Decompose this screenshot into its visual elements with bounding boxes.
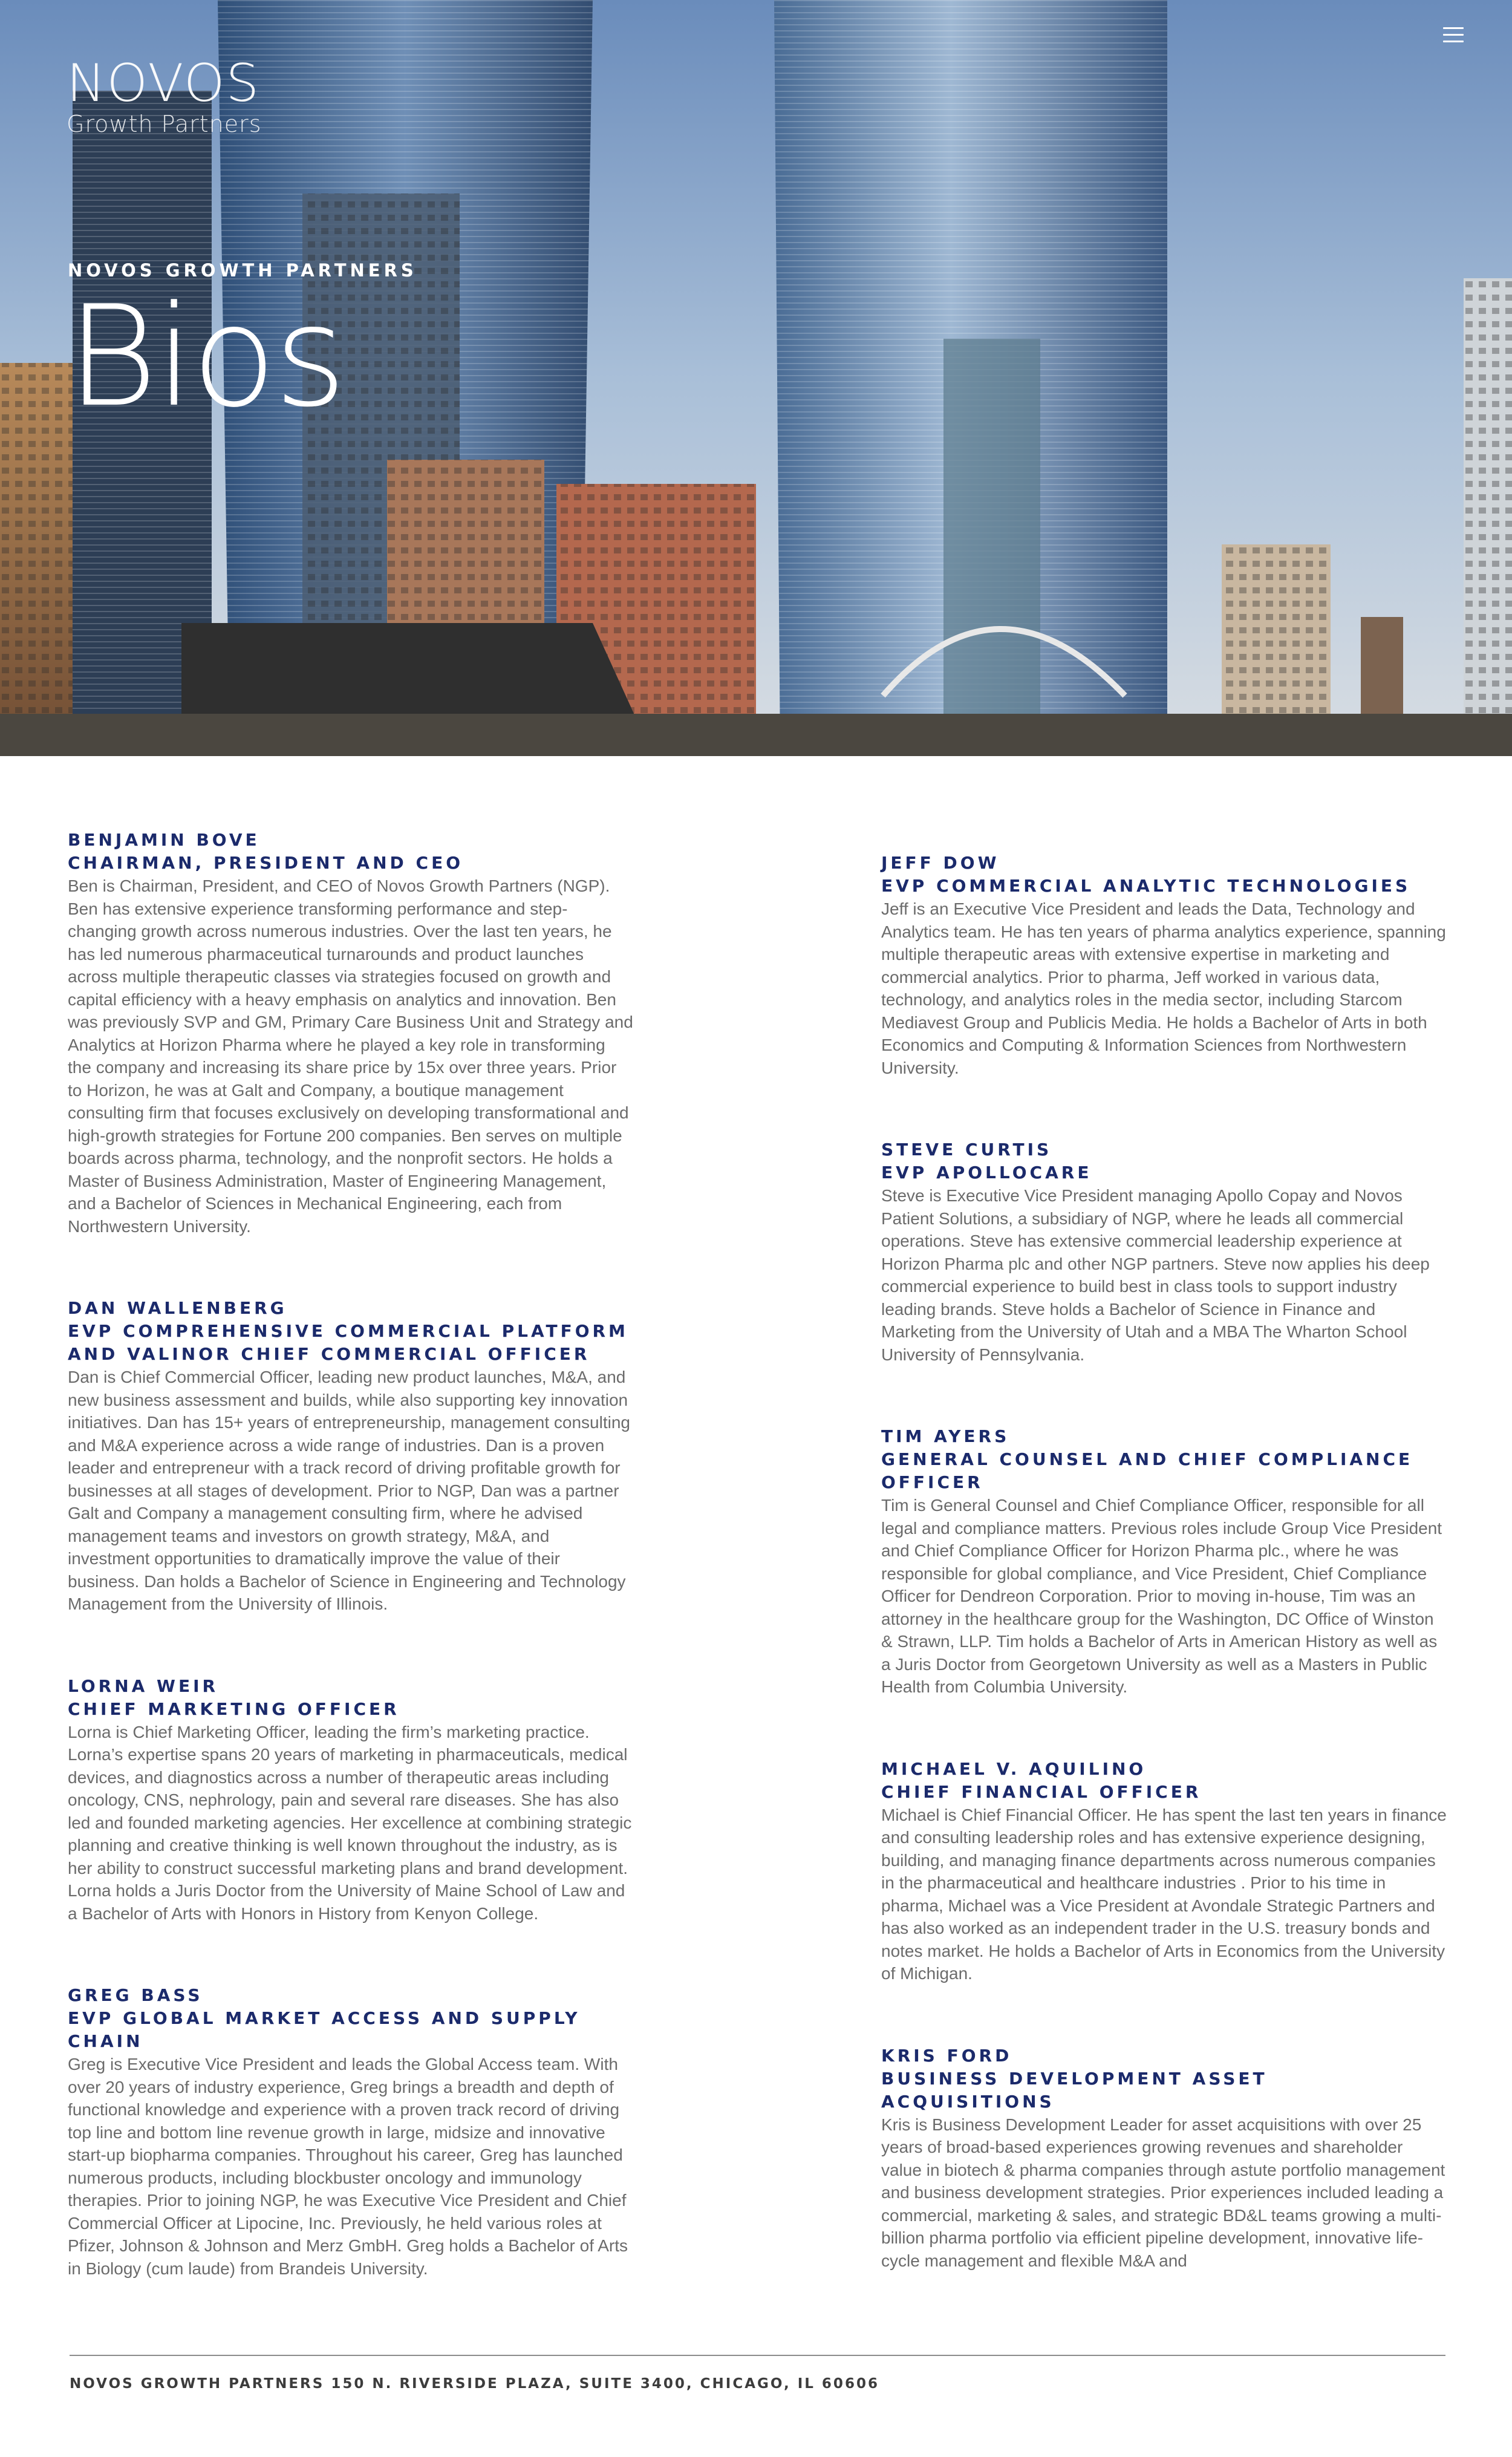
logo-tagline: Growth Partners [67, 111, 262, 137]
bio-text: Dan is Chief Commercial Officer, leading new product launches, M&A, and new business assessment and builds, while also supporting key innovation initiatives. Dan has 15+ years of entrepreneurship, management consulting and M&A experience across a wide range of industries. Dan is a proven leader and entrepreneur with a track record of driving profitable growth for businesses at all stages of development. Prior to NGP, Dan was a partner Galt and Company a management consulting firm, where he advised management teams and investors on growth strategy, M&A, and investment opportunities to dramatically improve the value of their business. Dan holds a Bachelor of Science in Engineering and Technology Management from the University of Illinois. [68, 1368, 630, 1613]
bio-title: EVP GLOBAL MARKET ACCESS AND SUPPLY CHAIN [68, 2008, 581, 2051]
hamburger-menu-icon[interactable] [1443, 27, 1464, 45]
bio-title: EVP APOLLOCARE [881, 1163, 1092, 1183]
bio-name: KRIS FORD [881, 2045, 1012, 2066]
bio-text: Jeff is an Executive Vice President and leads the Data, Technology and Analytics team. He has ten years of pharma analytics experience, spanning multiple therapeutic areas with extensive expertise in marketing and commercial analytics. Prior to pharma, Jeff worked in various data, technology, and analytics roles in the media sector, including Starcom Mediavest Group and Publicis Media. He holds a Bachelor of Arts in both Economics and Computing & Information Sciences from Northwestern University. [881, 899, 1446, 1077]
bio-name: DAN WALLENBERG [68, 1298, 287, 1318]
page-title: Bios [67, 276, 345, 438]
bio-card [68, 1297, 633, 1616]
bio-title: EVP COMPREHENSIVE COMMERCIAL PLATFORM AND VALINOR CHIEF COMMERCIAL OFFICER [68, 1321, 628, 1364]
bios-column-left [68, 829, 633, 2339]
bio-card [68, 829, 633, 1238]
bio-name: LORNA WEIR [68, 1676, 219, 1696]
bio-text: Tim is General Counsel and Chief Compliance Officer, responsible for all legal and compliance matters. Previous roles include Group Vice President and Chief Compliance Officer for Horizon Pharma plc., where he was responsible for global compliance, and Vice President, Chief Compliance Officer for Dendreon Corporation. Prior to moving in-house, Tim was an attorney in the healthcare group for the Washington, DC Office of Winston & Strawn, LLP. Tim holds a Bachelor of Arts in American History as well as a Juris Doctor from Georgetown University as well as a Masters in Public Health from Columbia University. [881, 1496, 1442, 1696]
logo-wordmark: NOVOS [67, 53, 261, 114]
bio-text: Lorna is Chief Marketing Officer, leading the firm’s marketing practice. Lorna’s expertise spans 20 years of marketing in pharmaceuticals, medical devices, and diagnostics across a number of therapeutic areas including oncology, CNS, nephrology, pain and several rare diseases. She has also led and founded marketing agencies. Her excellence at combining strategic planning and creative thinking is well known throughout the industry, as is her ability to construct successful marketing plans and brand development. Lorna holds a Juris Doctor from the University of Maine School of Law and a Bachelor of Arts with Honors in History from Kenyon College. [68, 1722, 632, 1923]
footer-divider [70, 2355, 1445, 2356]
bio-name: STEVE CURTIS [881, 1140, 1052, 1160]
bio-text: Kris is Business Development Leader for asset acquisitions with over 25 years of broad-based experiences growing revenues and shareholder value in biotech & pharma companies through astute portfolio management and business development strategies. Prior experiences included leading a commercial, marketing & sales, and strategic BD&L teams growing a multi-billion pharma portfolio via efficient pipeline development, innovative life-cycle management and flexible M&A and [881, 2115, 1445, 2270]
hero-kicker: NOVOS GROWTH PARTNERS [68, 260, 417, 281]
bio-title: CHAIRMAN, PRESIDENT AND CEO [68, 853, 463, 873]
footer-address: NOVOS GROWTH PARTNERS 150 N. RIVERSIDE PLAZA, SUITE 3400, CHICAGO, IL 60606 [70, 2376, 879, 2392]
bio-text: Michael is Chief Financial Officer. He has spent the last ten years in finance and consulting leadership roles and has extensive experience designing, building, and managing finance departments across numerous companies in the pharmaceutical and healthcare industries . Prior to his time in pharma, Michael was a Vice President at Avondale Strategic Partners and has also worked as an independent trader in the U.S. treasury bonds and notes market. He holds a Bachelor of Arts in Economics from the University of Michigan. [881, 1805, 1447, 1983]
bio-card [68, 1984, 633, 2280]
bio-title: GENERAL COUNSEL AND CHIEF COMPLIANCE OFFICER [881, 1449, 1413, 1492]
bio-name: TIM AYERS [881, 1426, 1010, 1446]
bio-name: GREG BASS [68, 1985, 203, 2005]
bio-text: Steve is Executive Vice President managing Apollo Copay and Novos Patient Solutions, a subsidiary of NGP, where he leads all commercial operations. Steve has extensive commercial leadership experience at Horizon Pharma plc and other NGP partners. Steve now applies his deep commercial experience to build best in class tools to support industry leading brands. Steve holds a Bachelor of Science in Finance and Marketing from the University of Utah and a MBA The Wharton School University of Pennsylvania. [881, 1186, 1430, 1364]
bio-card [881, 852, 1447, 1079]
bio-title: CHIEF MARKETING OFFICER [68, 1698, 400, 1719]
bio-text: Ben is Chairman, President, and CEO of Novos Growth Partners (NGP). Ben has extensive experience transforming performance and step-changing growth across numerous industries. Over the last ten years, he has led numerous pharmaceutical turnarounds and product launches across multiple therapeutic classes via strategies focused on growth and capital efficiency with a heavy emphasis on analytics and innovation. Ben was previously SVP and GM, Primary Care Business Unit and Strategy and Analytics at Horizon Pharma where he played a key role in transforming the company and increasing its share price by 15x over three years. Prior to Horizon, he was at Galt and Company, a boutique management consulting firm that focuses exclusively on developing transformational and high-growth strategies for Fortune 200 companies. Ben serves on multiple boards across pharma, technology, and the nonprofit sectors. He holds a Master of Business Administration, Master of Engineering Management, and a Bachelor of Sciences in Mechanical Engineering, each from Northwestern University. [68, 876, 633, 1236]
bio-card [68, 1675, 633, 1925]
bio-name: MICHAEL V. AQUILINO [881, 1758, 1147, 1779]
bio-name: JEFF DOW [881, 853, 1000, 873]
hero-banner [0, 0, 1512, 756]
bios-section [68, 829, 1447, 2339]
bio-name: BENJAMIN BOVE [68, 830, 260, 850]
bio-card [881, 1425, 1447, 1698]
bio-card [881, 1138, 1447, 1366]
bio-title: BUSINESS DEVELOPMENT ASSET ACQUISITIONS [881, 2068, 1268, 2112]
site-logo[interactable] [67, 53, 262, 137]
bio-title: EVP COMMERCIAL ANALYTIC TECHNOLOGIES [881, 876, 1411, 896]
bio-text: Greg is Executive Vice President and leads the Global Access team. With over 20 years of industry experience, Greg brings a breadth and depth of functional knowledge and experience with a proven track record of driving top line and bottom line revenue growth in large, midsize and innovative start-up biopharma companies. Throughout his career, Greg has launched numerous products, including blockbuster oncology and immunology therapies. Prior to joining NGP, he was Executive Vice President and Chief Commercial Officer at Lipocine, Inc. Previously, he held various roles at Pfizer, Johnson & Johnson and Merz GmbH. Greg holds a Bachelor of Arts in Biology (cum laude) from Brandeis University. [68, 2055, 628, 2278]
bio-card [881, 2044, 1447, 2273]
bio-title: CHIEF FINANCIAL OFFICER [881, 1781, 1202, 1802]
bios-column-right [881, 829, 1447, 2339]
bio-card [881, 1758, 1447, 1985]
